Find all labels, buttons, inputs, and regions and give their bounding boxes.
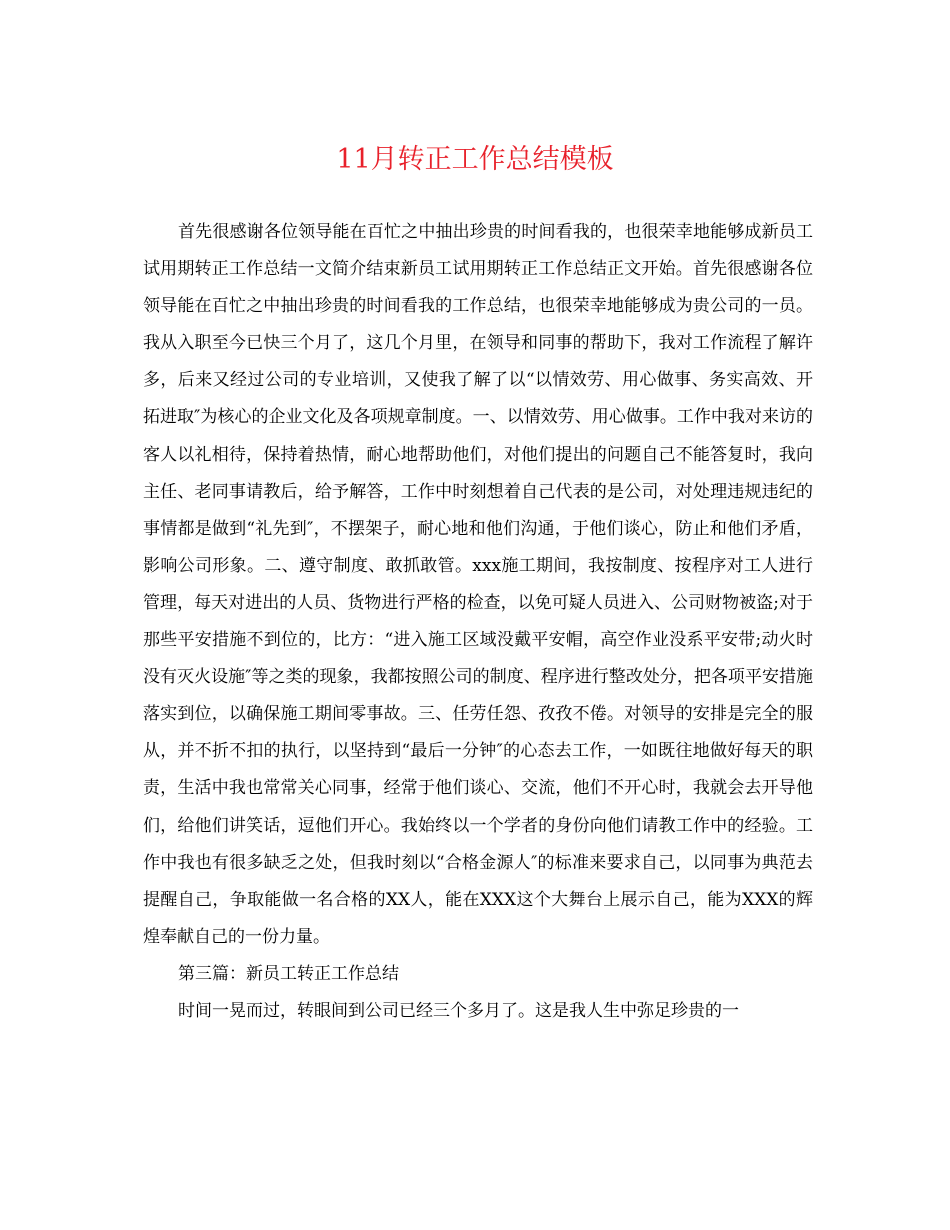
section-heading: 第三篇：新员工转正工作总结 — [178, 963, 399, 984]
body-paragraph: 首先很感谢各位领导能在百忙之中抽出珍贵的时间看我的，也很荣幸地能够成新员工试用期转正工作总结一文简介结束新员工试用期转正工作总结正文开始。首先很感谢各位领导能在百忙之中抽出珍贵的时间看我的工作总结，也很荣幸地能够成为贵公司的一员。我从入职至今已快三个月了，这几个月里，在领导和同事的帮助下，我对工作流程了解许多，后来又经过公司的专业培训，又使我了解了以“以情效劳、用心做事、务实高效、开拓进取″为核心的企业文化及各项规章制度。一、以情效劳、用心做事。工作中我对来访的客人以礼相待，保持着热情，耐心地帮助他们，对他们提出的问题自己不能答复时，我向主任、老同事请教后，给予解答，工作中时刻想着自己代表的是公司，对处理违规违纪的事情都是做到“礼先到″，不摆架子，耐心地和他们沟通，于他们谈心，防止和他们矛盾，影响公司形象。二、遵守制度、敢抓敢管。xxx施工期间，我按制度、按程序对工人进行管理，每天对进出的人员、货物进行严格的检查，以免可疑人员进入、公司财物被盗;对于那些平安措施不到位的，比方：“进入施工区域没戴平安帽，高空作业没系平安带;动火时没有灭火设施″等之类的现象，我都按照公司的制度、程序进行整改处分，把各项平安措施落实到位，以确保施工期间零事故。三、任劳任怨、孜孜不倦。对领导的安排是完全的服从，并不折不扣的执行，以坚持到“最后一分钟″的心态去工作，一如既往地做好每天的职责，生活中我也常常关心同事，经常于他们谈心、交流，他们不开心时，我就会去开导他们，给他们讲笑话，逗他们开心。我始终以一个学者的身份向他们请教工作中的经验。工作中我也有很多缺乏之处，但我时刻以“合格金源人″的标准来要求自己，以同事为典范去提醒自己，争取能做一名合格的XX人，能在XXX这个大舞台上展示自己，能为XXX的辉煌奉献自己的一份力量。 — [143, 222, 813, 947]
document-body — [143, 214, 813, 1030]
body-paragraph: 时间一晃而过，转眼间到公司已经三个多月了。这是我人生中弥足珍贵的一 — [178, 1000, 739, 1021]
document-title: 11月转正工作总结模板 — [336, 144, 614, 175]
